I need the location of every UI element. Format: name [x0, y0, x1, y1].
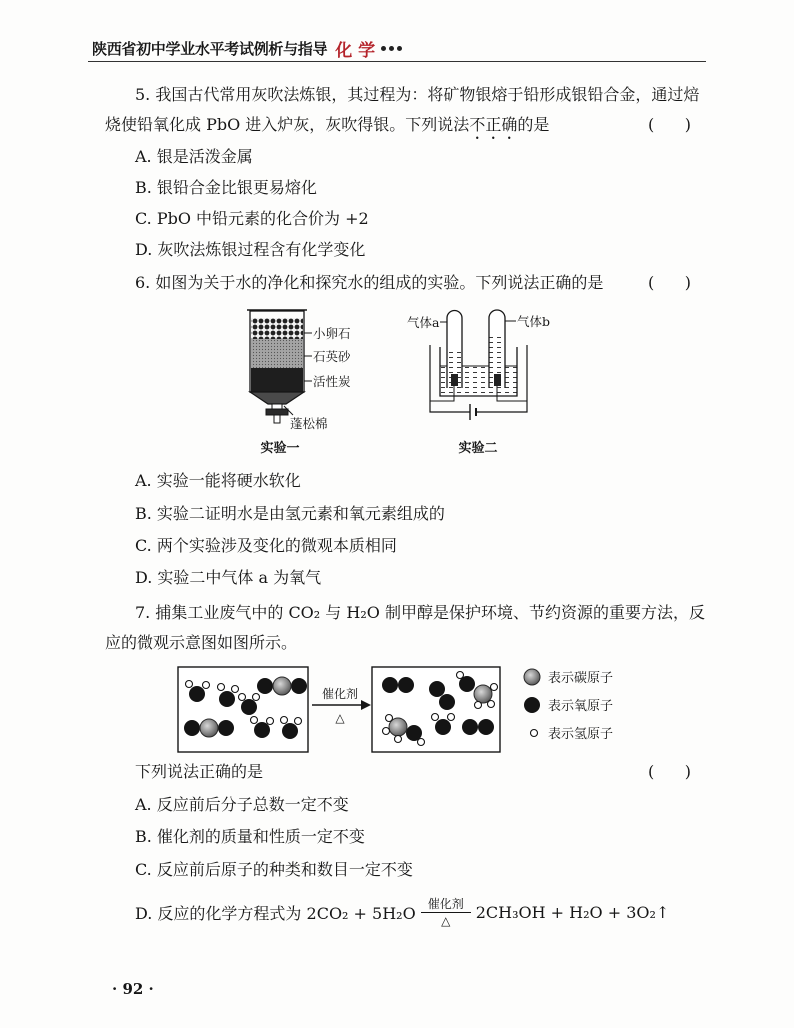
electrode-a: [451, 374, 458, 386]
experiment-1-filter: [247, 310, 351, 456]
question-5-stem-end: 的是: [517, 115, 550, 134]
legend-oxygen: 表示氧原子: [548, 699, 614, 714]
reaction-arrow: [312, 686, 371, 725]
question-7-stem-line-2: 应的微观示意图如图所示。: [105, 633, 298, 652]
quartz-sand-layer: [251, 339, 303, 368]
book-title: 陕西省初中学业水平考试例析与指导: [92, 39, 328, 58]
label-activated-carbon: 活性炭: [313, 374, 351, 389]
experiment-1-caption: 实验一: [260, 441, 300, 456]
question-6-figure: [240, 300, 570, 460]
question-5-option-b: B. 银铅合金比银更易熔化: [135, 178, 317, 197]
question-7-option-a: A. 反应前后分子总数一定不变: [135, 795, 349, 814]
question-6-stem: 6. 如图为关于水的净化和探究水的组成的实验。下列说法正确的是: [135, 273, 604, 292]
label-cotton: 蓬松棉: [290, 416, 328, 431]
experiment-2-caption: 实验二: [458, 441, 498, 456]
page-number: · 92 ·: [112, 980, 154, 998]
question-7-answer-blank: ( ): [648, 762, 691, 781]
oxygen-atom-icon: [524, 697, 540, 713]
option-d-prefix: D. 反应的化学方程式为 2CO₂ + 5H₂O: [135, 903, 416, 923]
question-5-stem-line-1: 5. 我国古代常用灰吹法炼银，其过程为：将矿物银熔于铅形成银铅合金，通过焙: [135, 85, 700, 104]
option-d-products: 2CH₃OH + H₂O + 3O₂↑: [475, 902, 670, 922]
legend-hydrogen: 表示氢原子: [548, 727, 614, 742]
subject-label: 化 学: [335, 40, 376, 61]
question-6-option-a: A. 实验一能将硬水软化: [135, 471, 301, 490]
question-6-answer-blank: ( ): [648, 273, 691, 292]
question-7-option-b: B. 催化剂的质量和性质一定不变: [135, 827, 365, 846]
question-7-reaction-diagram: [170, 660, 640, 760]
question-6-option-b: B. 实验二证明水是由氢元素和氧元素组成的: [135, 504, 445, 523]
header-ornament-dots: [381, 46, 402, 51]
carbon-atom-icon: [524, 669, 540, 685]
pebble-layer: [251, 318, 303, 339]
experiment-2-electrolysis: [407, 310, 550, 456]
condition-catalyst: 催化剂: [421, 897, 471, 913]
arrow-heat-label: △: [335, 711, 345, 725]
hydrogen-atom-icon: [531, 730, 538, 737]
question-7-option-c: C. 反应前后原子的种类和数目一定不变: [135, 860, 413, 879]
cotton-layer: [250, 392, 304, 404]
activated-carbon-layer: [251, 368, 303, 392]
label-gas-b: 气体b: [517, 314, 551, 329]
question-7-option-d: [135, 894, 669, 930]
valve: [266, 409, 288, 415]
question-6-option-c: C. 两个实验涉及变化的微观本质相同: [135, 536, 397, 555]
question-7-stem-line-1: 7. 捕集工业废气中的 CO₂ 与 H₂O 制甲醇是保护环境、节约资源的重要方法，反: [135, 603, 705, 622]
question-7-prompt: 下列说法正确的是: [135, 762, 264, 781]
question-5-emphasis-text: 不正确: [469, 115, 518, 134]
header-rule: [88, 61, 706, 62]
label-gas-a: 气体a: [407, 315, 440, 330]
label-quartz-sand: 石英砂: [313, 349, 351, 364]
co2-molecule: [184, 719, 234, 737]
label-pebbles: 小卵石: [313, 326, 351, 341]
co2-molecule: [257, 677, 307, 695]
running-header: [92, 37, 402, 59]
atom-legend: [524, 669, 613, 742]
question-5-option-a: A. 银是活泼金属: [135, 147, 253, 166]
question-6-option-d: D. 实验二中气体 a 为氧气: [135, 568, 322, 587]
question-5-stem-text: 烧使铅氧化成 PbO 进入炉灰，灰吹得银。下列说法: [105, 115, 470, 134]
question-5-answer-blank: ( ): [648, 115, 691, 134]
arrow-catalyst-label: 催化剂: [321, 687, 359, 701]
legend-carbon: 表示碳原子: [548, 671, 614, 686]
question-5-option-d: D. 灰吹法炼银过程含有化学变化: [135, 240, 366, 259]
electrode-b: [494, 374, 501, 386]
condition-heat: △: [441, 913, 451, 928]
question-5-option-c: C. PbO 中铅元素的化合价为 +2: [135, 209, 369, 228]
question-5-stem-line-2: [105, 115, 549, 143]
reaction-condition: [421, 897, 471, 928]
